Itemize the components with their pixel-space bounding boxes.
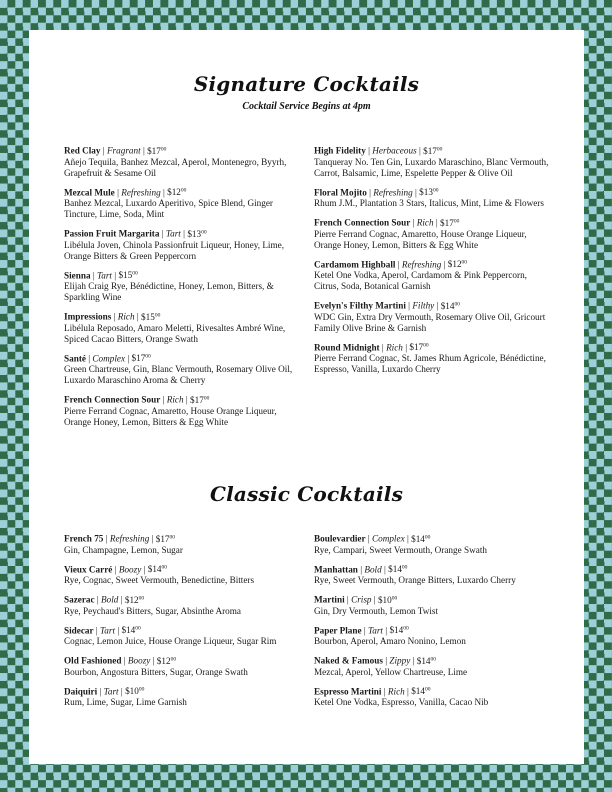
- cocktail-price: [118, 270, 137, 280]
- price-cents: 00: [453, 218, 460, 224]
- cocktail-name: French 75: [64, 533, 104, 544]
- cocktail-style: Tart: [100, 625, 116, 635]
- cocktail-header: French Connection Sour | Rich | $\$17^{00}$: [64, 394, 210, 405]
- cocktail-description: WDC Gin, Extra Dry Vermouth, Rosemary Olive Oil, Gricourt Family Olive Brine & Garnish: [314, 311, 546, 333]
- cocktail-description: Rum, Lime, Sugar, Lime Garnish: [64, 697, 187, 707]
- cocktail-name: Paper Plane: [314, 625, 362, 635]
- signature-left-column: [64, 143, 304, 434]
- cocktail-price: [148, 564, 167, 574]
- price-cents: 00: [424, 534, 431, 540]
- cocktail-name: Red Clay: [64, 145, 101, 156]
- cocktail-name: Sazerac: [64, 594, 95, 605]
- cocktail-style: Herbaceous: [372, 145, 417, 156]
- cocktail-header: Passion Fruit Margarita | Tart | $\$13^{00}$: [64, 228, 207, 239]
- cocktail-item: [314, 257, 554, 293]
- cocktail-description: Rhum J.M., Plantation 3 Stars, Italicus, Mint, Lime & Flowers: [314, 198, 544, 208]
- cocktail-price: [409, 342, 428, 352]
- price-cents: 00: [154, 312, 161, 318]
- cocktail-header: Martini | Crisp | $\$10^{00}$: [314, 594, 398, 605]
- cocktail-name: Mezcal Mule: [64, 187, 115, 197]
- price-cents: 00: [203, 395, 210, 401]
- cocktail-description: Banhez Mezcal, Luxardo Aperitivo, Spice Blend, Ginger Tincture, Lime, Soda, Mint: [64, 198, 273, 219]
- price-cents: 00: [401, 564, 408, 571]
- cocktail-name: Round Midnight: [314, 342, 380, 352]
- price-cents: 00: [138, 686, 145, 693]
- cocktail-style: Fragrant: [106, 145, 141, 156]
- cocktail-description: Libélula Joven, Chinola Passionfruit Liqueur, Honey, Lime, Orange Bitters & Green Peppercorn: [64, 239, 285, 261]
- cocktail-name: Boulevardier: [314, 533, 366, 544]
- cocktail-description: Mezcal, Aperol, Yellow Chartreuse, Lime: [314, 666, 468, 677]
- price-dollars: $17: [155, 533, 170, 544]
- price-dollars: $10: [125, 686, 139, 696]
- cocktail-style: Boozy: [118, 564, 142, 574]
- cocktail-style: Rich: [387, 686, 405, 696]
- cocktail-item: [64, 226, 304, 262]
- price-dollars: $12: [447, 259, 462, 269]
- cocktail-item: [314, 531, 554, 556]
- price-dollars: $14: [416, 655, 431, 666]
- cocktail-description: Rye, Cognac, Sweet Vermouth, Benedictine, Bitters: [64, 575, 255, 585]
- cocktail-name: Vieux Carré: [64, 564, 113, 574]
- cocktail-item: [64, 623, 304, 648]
- cocktail-header: Sazerac | Bold | $\$12^{00}$: [64, 594, 145, 605]
- cocktail-description: Pierre Ferrand Cognac, Amaretto, House Orange Liqueur, Orange Honey, Lemon, Bitters & Egg White: [64, 405, 277, 427]
- cocktail-header: Espresso Martini | Rich | $\$14^{00}$: [314, 686, 431, 696]
- cocktail-price: [411, 686, 430, 696]
- cocktail-item: [314, 592, 554, 617]
- price-cents: 00: [436, 146, 443, 152]
- cocktail-price: [448, 259, 467, 269]
- cocktail-header: Sidecar | Tart | $\$14^{00}$: [64, 625, 141, 635]
- cocktail-style: Zippy: [389, 655, 411, 666]
- cocktail-style: Refreshing: [121, 187, 161, 197]
- cocktail-header: Manhattan | Bold | $\$14^{00}$: [314, 564, 408, 574]
- price-cents: 00: [391, 595, 398, 601]
- cocktail-item: [64, 143, 304, 179]
- cocktail-name: Evelyn's Filthy Martini: [314, 300, 406, 311]
- cocktail-description: Green Chartreuse, Gin, Blanc Vermouth, Rosemary Olive Oil, Luxardo Maraschino Aroma & Cherry: [64, 364, 293, 385]
- price-cents: 00: [423, 342, 429, 349]
- cocktail-header: Sienna | Tart | $\$15^{00}$: [64, 270, 138, 280]
- cocktail-price: [121, 625, 140, 635]
- cocktail-name: Sidecar: [64, 625, 94, 635]
- cocktail-price: [156, 534, 175, 544]
- cocktail-item: [314, 684, 554, 709]
- cocktail-header: Mezcal Mule | Refreshing | $\$12^{00}$: [64, 187, 187, 197]
- cocktail-style: Crisp: [351, 594, 372, 605]
- cocktail-price: [419, 187, 438, 197]
- cocktail-name: Old Fashioned: [64, 655, 122, 666]
- cocktail-header: French Connection Sour | Rich | $\$17^{00}$: [314, 217, 460, 228]
- price-cents: 00: [180, 187, 187, 194]
- price-cents: 00: [430, 656, 437, 662]
- cocktail-price: [147, 146, 166, 156]
- cocktail-name: French Connection Sour: [314, 217, 411, 228]
- cocktail-style: Bold: [101, 594, 119, 605]
- cocktail-style: Complex: [371, 533, 405, 544]
- cocktail-style: Rich: [416, 217, 434, 228]
- cocktail-header: Daiquiri | Tart | $\$10^{00}$: [64, 686, 145, 696]
- classic-right-column: [314, 531, 554, 714]
- price-dollars: $17: [423, 145, 437, 156]
- cocktail-header: Round Midnight | Rich | $\$17^{00}$: [314, 342, 429, 352]
- signature-right-column: [314, 143, 554, 381]
- cocktail-style: Tart: [103, 686, 119, 696]
- price-dollars: $13: [187, 228, 202, 239]
- cocktail-item: [64, 392, 304, 428]
- price-cents: 00: [160, 146, 167, 152]
- cocktail-description: Añejo Tequila, Banhez Mezcal, Aperol, Montenegro, Byyrh, Grapefruit & Sesame Oil: [64, 156, 287, 178]
- cocktail-description: Rye, Peychaud's Bitters, Sugar, Absinthe Aroma: [64, 605, 241, 616]
- cocktail-header: Boulevardier | Complex | $\$14^{00}$: [314, 533, 431, 544]
- cocktail-description: Pierre Ferrand Cognac, Amaretto, House Orange Liqueur, Orange Honey, Lemon, Bitters & Egg White: [314, 228, 527, 250]
- price-cents: 00: [201, 229, 207, 235]
- cocktail-price: [157, 656, 176, 666]
- price-cents: 00: [403, 625, 409, 632]
- cocktail-price: [378, 595, 397, 605]
- price-dollars: $17: [409, 342, 424, 352]
- cocktail-description: Ketel One Vodka, Espresso, Vanilla, Cacao Nib: [314, 697, 489, 707]
- price-cents: 00: [424, 686, 431, 693]
- cocktail-name: Naked & Famous: [314, 655, 383, 666]
- price-dollars: $14: [440, 300, 455, 311]
- cocktail-style: Refreshing: [373, 187, 413, 197]
- cocktail-style: Tart: [368, 625, 383, 635]
- cocktail-item: [64, 268, 304, 304]
- cocktail-style: Tart: [165, 228, 181, 239]
- cocktail-name: Passion Fruit Margarita: [64, 228, 160, 239]
- cocktail-item: [314, 185, 554, 210]
- cocktail-style: Filthy: [412, 300, 435, 311]
- cocktail-price: [167, 187, 186, 197]
- cocktail-header: Cardamom Highball | Refreshing | $\$12^{00}$: [314, 259, 468, 269]
- price-dollars: $17: [440, 217, 454, 228]
- cocktail-description: Cognac, Lemon Juice, House Orange Liqueur, Sugar Rim: [64, 636, 277, 646]
- cocktail-item: [64, 531, 304, 556]
- cocktail-style: Refreshing: [401, 259, 442, 269]
- cocktail-item: [64, 684, 304, 709]
- cocktail-header: Santé | Complex | $\$17^{00}$: [64, 353, 151, 363]
- cocktail-description: Tanqueray No. Ten Gin, Luxardo Maraschino, Blanc Vermouth, Carrot, Balsamic, Lime, Espelette Pepper & Olive Oil: [314, 156, 549, 178]
- cocktail-item: [64, 351, 304, 387]
- cocktail-item: [314, 623, 554, 648]
- cocktail-description: Libélula Reposado, Amaro Meletti, Rivesaltes Ambré Wine, Spiced Cacao Bitters, Orange Swath: [64, 322, 286, 344]
- cocktail-item: [64, 653, 304, 678]
- price-dollars: $14: [121, 625, 136, 635]
- price-cents: 00: [169, 534, 176, 540]
- cocktail-name: Santé: [64, 353, 86, 363]
- service-subtitle: Cocktail Service Begins at 4pm: [242, 101, 371, 112]
- price-cents: 00: [145, 353, 151, 360]
- cocktail-price: [388, 564, 407, 574]
- cocktail-price: [187, 229, 206, 239]
- cocktail-header: Evelyn's Filthy Martini | Filthy | $\$14^{00}$: [314, 300, 460, 311]
- price-dollars: $10: [377, 594, 392, 605]
- price-cents: 00: [432, 187, 439, 194]
- price-dollars: $15: [141, 311, 155, 322]
- cocktail-item: [64, 592, 304, 617]
- cocktail-style: Refreshing: [109, 533, 150, 544]
- cocktail-name: Sienna: [64, 270, 91, 280]
- cocktail-description: Gin, Champagne, Lemon, Sugar: [64, 544, 183, 555]
- cocktail-header: Old Fashioned | Boozy | $\$12^{00}$: [64, 655, 177, 666]
- cocktail-price: [417, 656, 436, 666]
- cocktail-description: Rye, Campari, Sweet Vermouth, Orange Swath: [314, 544, 487, 555]
- cocktail-header: Vieux Carré | Boozy | $\$14^{00}$: [64, 564, 167, 574]
- price-dollars: $14: [411, 533, 425, 544]
- cocktail-style: Boozy: [127, 655, 151, 666]
- price-cents: 00: [461, 259, 468, 266]
- classic-title: Classic Cocktails: [209, 482, 404, 506]
- price-cents: 00: [170, 656, 177, 662]
- cocktail-header: Floral Mojito | Refreshing | $\$13^{00}$: [314, 187, 439, 197]
- price-cents: 00: [132, 270, 138, 277]
- cocktail-description: Bourbon, Angostura Bitters, Sugar, Orange Swath: [64, 666, 248, 677]
- cocktail-style: Rich: [117, 311, 135, 322]
- cocktail-name: Manhattan: [314, 564, 358, 574]
- cocktail-style: Rich: [166, 394, 184, 405]
- cocktail-item: [314, 215, 554, 251]
- cocktail-item: [314, 143, 554, 179]
- cocktail-style: Complex: [92, 353, 126, 363]
- price-dollars: $14: [388, 564, 402, 574]
- cocktail-name: French Connection Sour: [64, 394, 161, 405]
- menu-page: [29, 30, 584, 764]
- cocktail-price: [132, 353, 151, 363]
- cocktail-price: [125, 686, 144, 696]
- cocktail-name: High Fidelity: [314, 145, 366, 156]
- cocktail-name: Espresso Martini: [314, 686, 382, 696]
- cocktail-name: Martini: [314, 594, 345, 605]
- price-dollars: $12: [156, 655, 171, 666]
- price-dollars: $17: [147, 145, 161, 156]
- price-dollars: $14: [411, 686, 425, 696]
- cocktail-item: [64, 309, 304, 345]
- cocktail-price: [440, 218, 459, 228]
- cocktail-description: Gin, Dry Vermouth, Lemon Twist: [314, 605, 439, 616]
- cocktail-price: [411, 534, 430, 544]
- cocktail-description: Rye, Sweet Vermouth, Orange Bitters, Luxardo Cherry: [314, 575, 516, 585]
- cocktail-price: [125, 595, 144, 605]
- cocktail-name: Cardamom Highball: [314, 259, 396, 269]
- cocktail-price: [389, 625, 408, 635]
- cocktail-item: [314, 653, 554, 678]
- cocktail-price: [141, 312, 160, 322]
- cocktail-name: Daiquiri: [64, 686, 98, 696]
- cocktail-price: [423, 146, 442, 156]
- cocktail-name: Impressions: [64, 311, 112, 322]
- price-cents: 00: [161, 564, 167, 571]
- price-dollars: $12: [124, 594, 139, 605]
- price-dollars: $13: [419, 187, 433, 197]
- cocktail-style: Rich: [386, 342, 403, 352]
- price-dollars: $17: [190, 394, 204, 405]
- cocktail-style: Tart: [97, 270, 112, 280]
- cocktail-header: Red Clay | Fragrant | $\$17^{00}$: [64, 145, 167, 156]
- cocktail-price: [441, 301, 460, 311]
- price-cents: 00: [135, 625, 141, 632]
- price-dollars: $14: [147, 564, 162, 574]
- cocktail-item: [64, 185, 304, 221]
- cocktail-item: [314, 298, 554, 334]
- cocktail-header: Naked & Famous | Zippy | $\$14^{00}$: [314, 655, 437, 666]
- price-cents: 00: [138, 595, 145, 601]
- price-dollars: $14: [389, 625, 404, 635]
- price-cents: 00: [454, 301, 460, 307]
- cocktail-description: Bourbon, Aperol, Amaro Nonino, Lemon: [314, 636, 466, 646]
- cocktail-item: [314, 340, 554, 376]
- cocktail-description: Ketel One Vodka, Aperol, Cardamom & Pink Peppercorn, Citrus, Soda, Botanical Garnish: [314, 270, 527, 291]
- cocktail-description: Elijah Craig Rye, Bénédictine, Honey, Lemon, Bitters, & Sparkling Wine: [64, 281, 274, 302]
- classic-left-column: [64, 531, 304, 714]
- cocktail-item: [314, 562, 554, 587]
- price-dollars: $17: [131, 353, 146, 363]
- price-dollars: $12: [167, 187, 181, 197]
- cocktail-name: Floral Mojito: [314, 187, 367, 197]
- price-dollars: $15: [118, 270, 133, 280]
- cocktail-description: Pierre Ferrand Cognac, St. James Rhum Agricole, Bénédictine, Espresso, Vanilla, Luxardo Cherry: [314, 353, 546, 374]
- cocktail-header: Impressions | Rich | $\$15^{00}$: [64, 311, 161, 322]
- cocktail-style: Bold: [364, 564, 382, 574]
- cocktail-item: [64, 562, 304, 587]
- cocktail-header: French 75 | Refreshing | $\$17^{00}$: [64, 533, 176, 544]
- signature-title: Signature Cocktails: [193, 72, 420, 96]
- cocktail-header: Paper Plane | Tart | $\$14^{00}$: [314, 625, 409, 635]
- cocktail-header: High Fidelity | Herbaceous | $\$17^{00}$: [314, 145, 443, 156]
- cocktail-price: [190, 395, 209, 405]
